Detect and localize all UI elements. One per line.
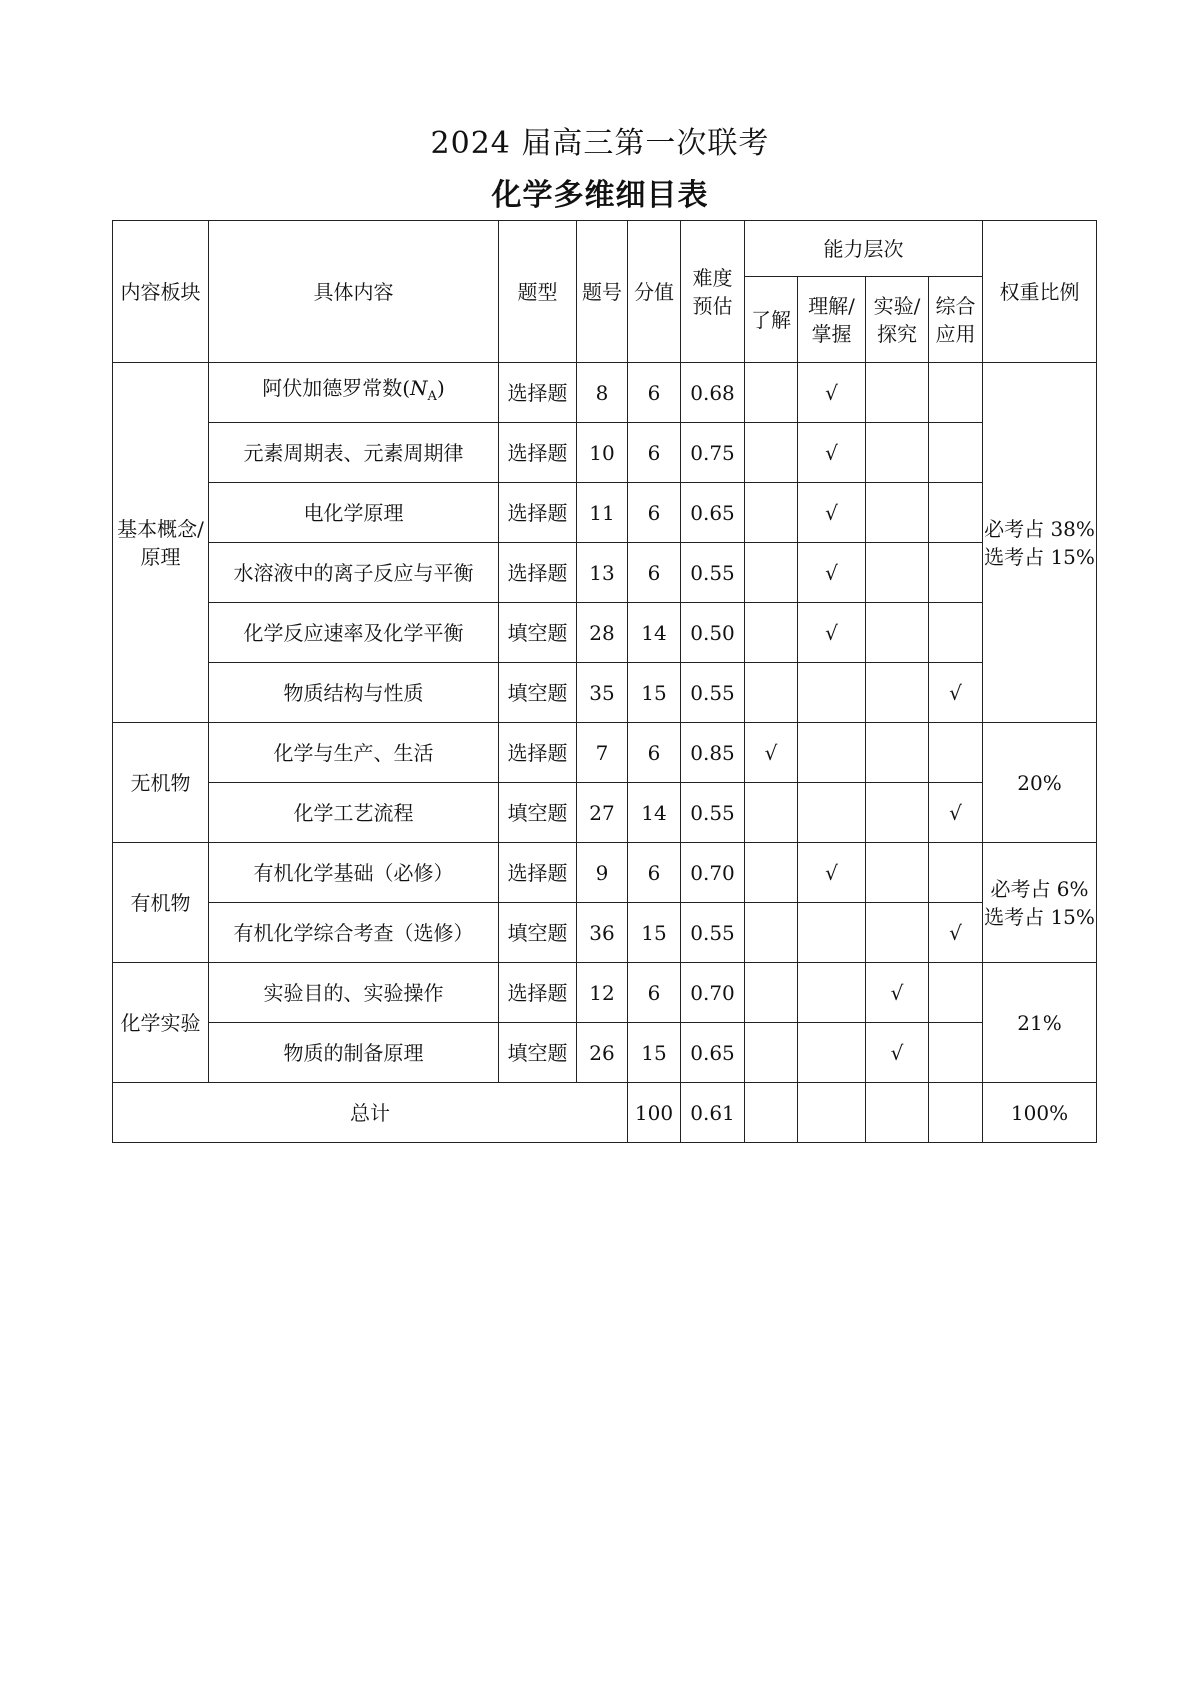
difficulty-cell: 0.70: [681, 843, 745, 903]
number-cell: 8: [577, 363, 628, 423]
ability-cell: [745, 363, 798, 423]
check-mark-icon: √: [798, 603, 866, 663]
table-row: [113, 723, 1097, 783]
ability-cell: [745, 783, 798, 843]
header-content: 具体内容: [209, 221, 499, 363]
score-cell: 6: [628, 723, 681, 783]
type-cell: 选择题: [499, 843, 577, 903]
header-score: 分值: [628, 221, 681, 363]
difficulty-cell: 0.55: [681, 543, 745, 603]
check-mark-icon: √: [798, 543, 866, 603]
ability-cell: [866, 1083, 929, 1143]
ability-cell: [745, 843, 798, 903]
difficulty-cell: 0.55: [681, 903, 745, 963]
score-cell: 6: [628, 543, 681, 603]
difficulty-cell: 0.75: [681, 423, 745, 483]
number-cell: 10: [577, 423, 628, 483]
score-cell: 6: [628, 963, 681, 1023]
score-cell: 14: [628, 783, 681, 843]
score-cell: 6: [628, 843, 681, 903]
difficulty-cell: 0.65: [681, 483, 745, 543]
formula-variable: N: [410, 376, 428, 400]
number-cell: 35: [577, 663, 628, 723]
number-cell: 9: [577, 843, 628, 903]
ability-cell: [745, 663, 798, 723]
content-cell: 元素周期表、元素周期律: [209, 423, 499, 483]
type-cell: 填空题: [499, 783, 577, 843]
ability-cell: [929, 543, 983, 603]
weight-cell: 21%: [983, 963, 1097, 1083]
header-ability-level: 理解/ 掌握: [798, 277, 866, 363]
ability-cell: [798, 663, 866, 723]
difficulty-cell: 0.85: [681, 723, 745, 783]
number-cell: 27: [577, 783, 628, 843]
table-row: [113, 423, 1097, 483]
ability-cell: [929, 423, 983, 483]
ability-cell: [929, 843, 983, 903]
content-cell: 电化学原理: [209, 483, 499, 543]
ability-cell: [866, 663, 929, 723]
score-cell: 6: [628, 363, 681, 423]
table-row: [113, 483, 1097, 543]
number-cell: 13: [577, 543, 628, 603]
header-number: 题号: [577, 221, 628, 363]
content-cell: 阿伏加德罗常数$(N_A)$: [209, 363, 499, 423]
total-weight: 100%: [983, 1083, 1097, 1143]
ability-cell: [866, 723, 929, 783]
ability-cell: [798, 963, 866, 1023]
ability-cell: [929, 963, 983, 1023]
ability-cell: [745, 1083, 798, 1143]
check-mark-icon: √: [929, 783, 983, 843]
formula-subscript: A: [427, 389, 437, 404]
table-row: [113, 1023, 1097, 1083]
score-cell: 6: [628, 483, 681, 543]
ability-cell: [866, 423, 929, 483]
total-difficulty: 0.61: [681, 1083, 745, 1143]
table-row: [113, 543, 1097, 603]
specification-table: [112, 220, 1097, 1143]
table-row: [113, 663, 1097, 723]
ability-cell: [929, 603, 983, 663]
content-cell: 化学工艺流程: [209, 783, 499, 843]
block-name-cell: 基本概念/ 原理: [113, 363, 209, 723]
weight-cell: 必考占 6% 选考占 15%: [983, 843, 1097, 963]
number-cell: 36: [577, 903, 628, 963]
difficulty-cell: 0.68: [681, 363, 745, 423]
ability-cell: [798, 1023, 866, 1083]
block-name-cell: 化学实验: [113, 963, 209, 1083]
ability-cell: [866, 783, 929, 843]
check-mark-icon: √: [929, 663, 983, 723]
type-cell: 选择题: [499, 723, 577, 783]
number-cell: 28: [577, 603, 628, 663]
total-score: 100: [628, 1083, 681, 1143]
header-weight: 权重比例: [983, 221, 1097, 363]
number-cell: 12: [577, 963, 628, 1023]
ability-cell: [798, 1083, 866, 1143]
header-difficulty: 难度 预估: [681, 221, 745, 363]
total-label: 总计: [113, 1083, 628, 1143]
number-cell: 7: [577, 723, 628, 783]
check-mark-icon: √: [798, 363, 866, 423]
document-title: 2024 届高三第一次联考: [430, 126, 770, 161]
number-cell: 11: [577, 483, 628, 543]
score-cell: 15: [628, 663, 681, 723]
table-row: [113, 963, 1097, 1023]
table-row: [113, 843, 1097, 903]
table-row: [113, 783, 1097, 843]
type-cell: 选择题: [499, 423, 577, 483]
block-name-cell: 有机物: [113, 843, 209, 963]
difficulty-cell: 0.65: [681, 1023, 745, 1083]
ability-cell: [745, 903, 798, 963]
header-block: 内容板块: [113, 221, 209, 363]
check-mark-icon: √: [798, 483, 866, 543]
difficulty-cell: 0.55: [681, 663, 745, 723]
weight-cell: 20%: [983, 723, 1097, 843]
ability-cell: [866, 843, 929, 903]
table-row: [113, 603, 1097, 663]
table-row: [113, 903, 1097, 963]
total-row: [113, 1083, 1097, 1143]
header-type: 题型: [499, 221, 577, 363]
ability-cell: [745, 1023, 798, 1083]
type-cell: 选择题: [499, 363, 577, 423]
ability-cell: [866, 543, 929, 603]
check-mark-icon: √: [866, 963, 929, 1023]
check-mark-icon: √: [866, 1023, 929, 1083]
block-name-cell: 无机物: [113, 723, 209, 843]
score-cell: 14: [628, 603, 681, 663]
ability-cell: [929, 1083, 983, 1143]
content-cell: 有机化学综合考查（选修）: [209, 903, 499, 963]
ability-cell: [929, 723, 983, 783]
type-cell: 填空题: [499, 603, 577, 663]
difficulty-cell: 0.70: [681, 963, 745, 1023]
type-cell: 填空题: [499, 1023, 577, 1083]
content-cell: 有机化学基础（必修）: [209, 843, 499, 903]
ability-cell: [929, 363, 983, 423]
ability-cell: [745, 483, 798, 543]
ability-cell: [929, 483, 983, 543]
type-cell: 选择题: [499, 543, 577, 603]
ability-cell: [798, 723, 866, 783]
table-row: [113, 363, 1097, 423]
score-cell: 15: [628, 903, 681, 963]
check-mark-icon: √: [798, 423, 866, 483]
ability-cell: [745, 603, 798, 663]
ability-cell: [745, 423, 798, 483]
content-cell: 化学与生产、生活: [209, 723, 499, 783]
weight-cell: 必考占 38% 选考占 15%: [983, 363, 1097, 723]
content-cell: 化学反应速率及化学平衡: [209, 603, 499, 663]
type-cell: 填空题: [499, 903, 577, 963]
score-cell: 6: [628, 423, 681, 483]
content-cell: 水溶液中的离子反应与平衡: [209, 543, 499, 603]
type-cell: 选择题: [499, 963, 577, 1023]
document-subtitle: 化学多维细目表: [491, 178, 709, 213]
score-cell: 15: [628, 1023, 681, 1083]
ability-cell: [866, 483, 929, 543]
check-mark-icon: √: [798, 843, 866, 903]
ability-cell: [798, 783, 866, 843]
content-cell: 物质结构与性质: [209, 663, 499, 723]
header-ability-level: 综合 应用: [929, 277, 983, 363]
type-cell: 选择题: [499, 483, 577, 543]
type-cell: 填空题: [499, 663, 577, 723]
number-cell: 26: [577, 1023, 628, 1083]
ability-cell: [866, 903, 929, 963]
header-ability-level: 了解: [745, 277, 798, 363]
content-cell: 实验目的、实验操作: [209, 963, 499, 1023]
check-mark-icon: √: [929, 903, 983, 963]
header-ability-level: 实验/ 探究: [866, 277, 929, 363]
ability-cell: [745, 963, 798, 1023]
ability-cell: [745, 543, 798, 603]
ability-cell: [866, 603, 929, 663]
check-mark-icon: √: [745, 723, 798, 783]
header-ability: 能力层次: [745, 221, 983, 277]
content-cell: 物质的制备原理: [209, 1023, 499, 1083]
ability-cell: [866, 363, 929, 423]
difficulty-cell: 0.50: [681, 603, 745, 663]
ability-cell: [798, 903, 866, 963]
difficulty-cell: 0.55: [681, 783, 745, 843]
ability-cell: [929, 1023, 983, 1083]
